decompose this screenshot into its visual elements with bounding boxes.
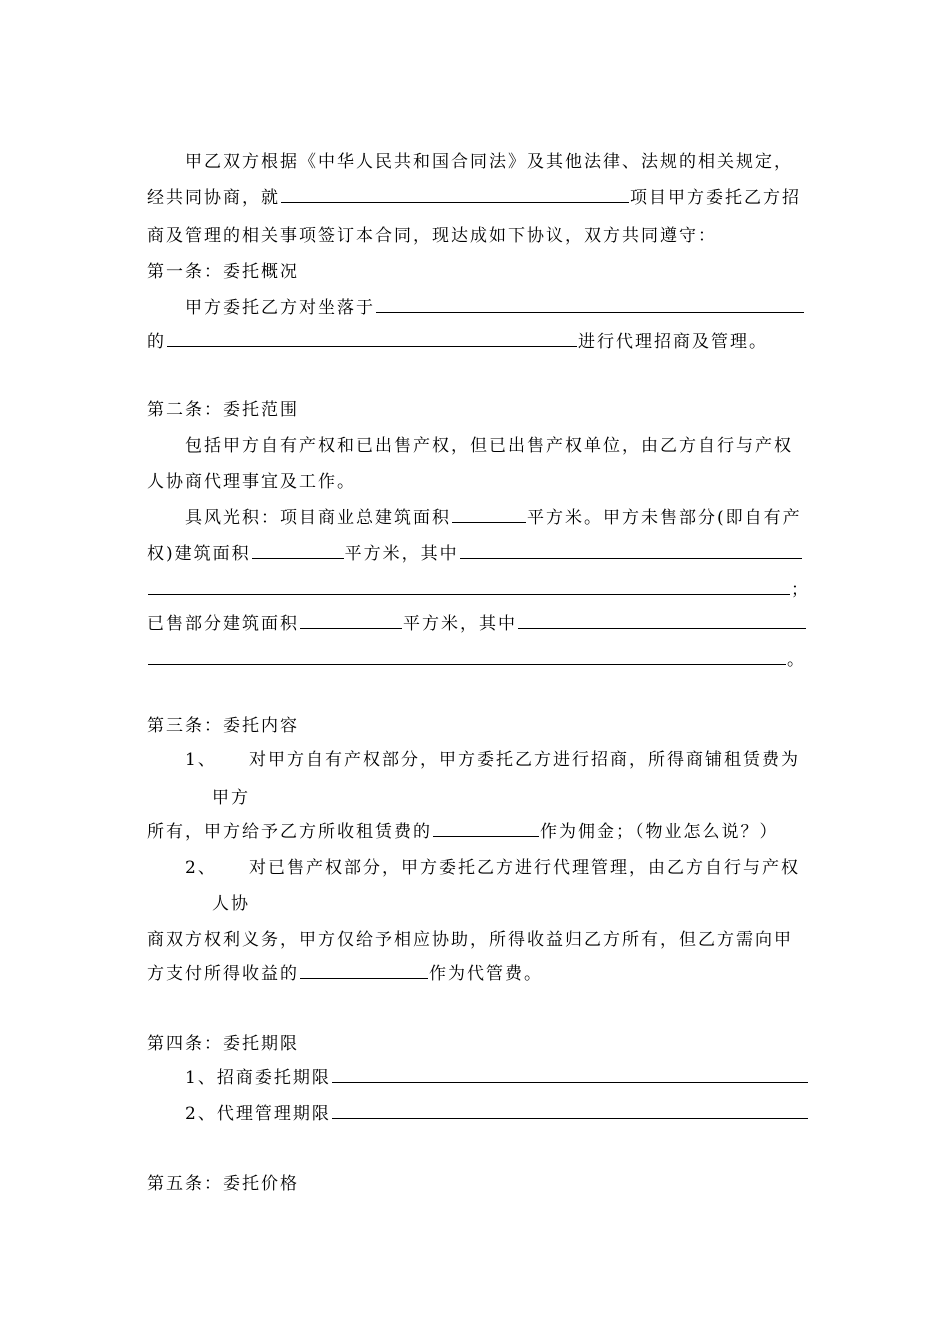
location-blank[interactable]	[376, 296, 804, 313]
article-2-para-2: 具风光积：项目商业总建筑面积 平方米。甲方未售部分(即自有产	[185, 508, 802, 528]
article-2-title: 第二条：委托范围	[147, 400, 299, 420]
article-2-para-1-line-2: 人协商代理事宜及工作。	[147, 472, 356, 492]
article-3-item-2-cont-2: 方支付所得收益的 作为代管费。	[147, 964, 543, 984]
article-2-para-4: ；	[147, 578, 810, 602]
article-4-item-1: 1、招商委托期限	[185, 1066, 809, 1090]
management-term-blank[interactable]	[332, 1102, 808, 1119]
sold-detail-blank-2[interactable]	[148, 648, 786, 665]
article-1-title: 第一条：委托概况	[147, 262, 299, 282]
leasing-term-blank[interactable]	[332, 1066, 808, 1083]
total-area-blank[interactable]	[452, 506, 526, 523]
article-3-item-2-wrap: 人协	[212, 894, 250, 914]
sold-area-blank[interactable]	[300, 612, 402, 629]
article-3-item-1-cont: 所有，甲方给予乙方所收租赁费的 作为佣金；（物业怎么说？）	[147, 822, 779, 842]
article-4-item-2: 2、代理管理期限	[185, 1102, 809, 1126]
article-3-item-2-cont-1: 商双方权利义务，甲方仅给予相应协助，所得收益归乙方所有，但乙方需向甲	[147, 930, 793, 950]
unsold-detail-blank[interactable]	[460, 542, 802, 559]
unsold-area-blank[interactable]	[252, 542, 344, 559]
article-1-para-2: 的 进行代理招商及管理。	[147, 332, 768, 352]
project-name-blank[interactable]	[281, 186, 629, 203]
property-blank[interactable]	[167, 330, 577, 347]
article-3-item-1-wrap: 甲方	[212, 788, 250, 808]
sold-detail-blank[interactable]	[518, 612, 806, 629]
article-2-para-5: 已售部分建筑面积 平方米，其中	[147, 612, 807, 636]
intro-line-3: 商及管理的相关事项签订本合同，现达成如下协议，双方共同遵守：	[147, 226, 717, 246]
article-4-title: 第四条：委托期限	[147, 1034, 299, 1054]
article-2-para-1-line-1: 包括甲方自有产权和已出售产权，但已出售产权单位，由乙方自行与产权	[185, 436, 793, 456]
management-fee-blank[interactable]	[300, 962, 428, 979]
intro-line-1: 甲乙双方根据《中华人民共和国合同法》及其他法律、法规的相关规定，	[185, 152, 793, 172]
article-3-title: 第三条：委托内容	[147, 716, 299, 736]
article-3-item-2: 2、 对已售产权部分，甲方委托乙方进行代理管理，由乙方自行与产权	[185, 858, 800, 878]
article-1-para-1: 甲方委托乙方对坐落于	[185, 296, 805, 320]
article-2-para-3: 权)建筑面积 平方米，其中	[147, 542, 803, 566]
intro-line-2: 经共同协商，就 项目甲方委托乙方招	[147, 188, 801, 208]
unsold-detail-blank-2[interactable]	[148, 578, 790, 595]
article-2-para-6: 。	[147, 648, 806, 672]
article-3-item-1: 1、 对甲方自有产权部分，甲方委托乙方进行招商，所得商铺租赁费为	[185, 750, 800, 770]
commission-blank[interactable]	[433, 820, 539, 837]
article-5-title: 第五条：委托价格	[147, 1174, 299, 1194]
